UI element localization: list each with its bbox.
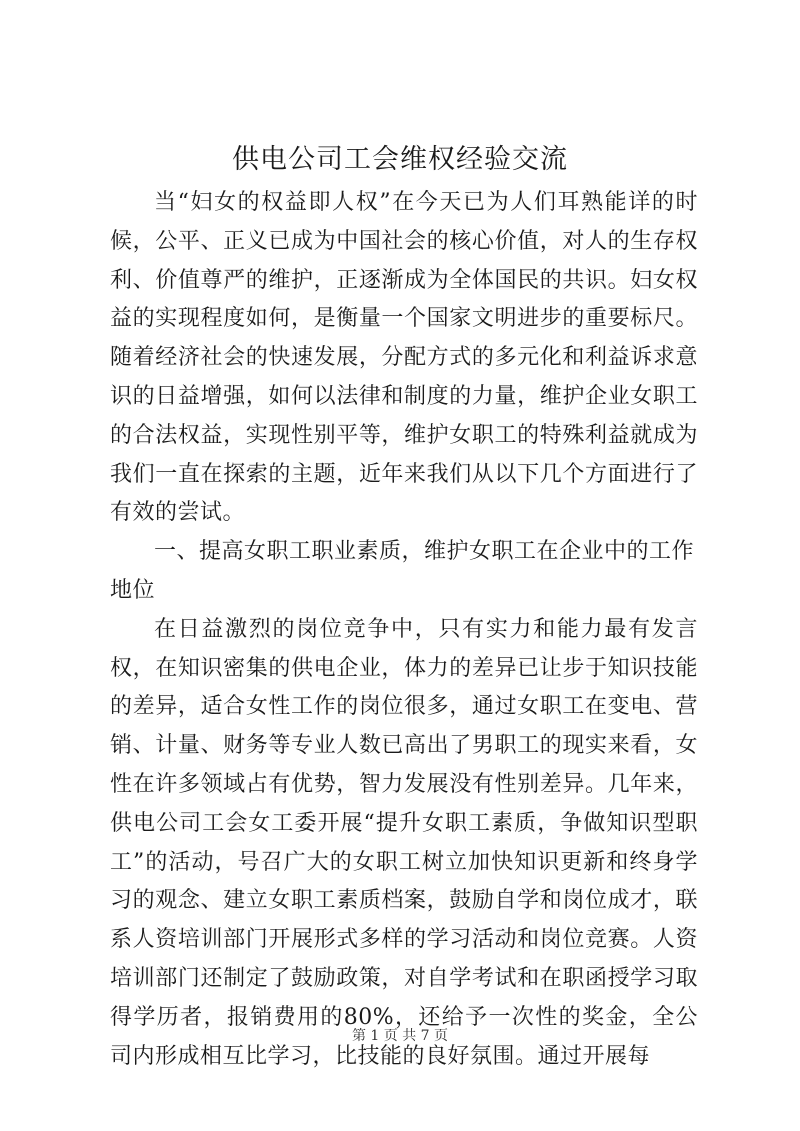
intro-paragraph: 当“妇女的权益即人权”在今天已为人们耳熟能详的时候，公平、正义已成为中国社会的核心价值，对人的生存权利、价值尊严的维护，正逐渐成为全体国民的共识。妇女权益的实现程度如何，是衡量一个国家文明进步的重要标尺。随着经济社会的快速发展，分配方式的多元化和利益诉求意识的日益增强，如何以法律和制度的力量，维护企业女职工的合法权益，实现性别平等，维护女职工的特殊利益就成为我们一直在探索的主题，近年来我们从以下几个方面进行了有效的尝试。 <box>110 190 698 526</box>
page-footer: 第 1 页 共 7 页 <box>351 1028 449 1044</box>
document-body <box>110 184 698 1076</box>
section-paragraph: 在日益激烈的岗位竞争中，只有实力和能力最有发言权，在知识密集的供电企业，体力的差异已让步于知识技能的差异，适合女性工作的岗位很多，通过女职工在变电、营销、计量、财务等专业人数已高出了男职工的现实来看，女性在许多领域占有优势，智力发展没有性别差异。几年来，供电公司工会女工委开展“提升女职工素质，争做知识型职工”的活动，号召广大的女职工树立加快知识更新和终身学习的观念、建立女职工素质档案，鼓励自学和岗位成才，联系人资培训部门开展形式多样的学习活动和岗位竞赛。人资培训部门还制定了鼓励政策，对自学考试和在职函授学习取得学历者，报销费用的80%，还给予一次性的奖金，全公司内形成相互比学习，比技能的良好氛围。通过开展每 <box>110 616 698 1069</box>
document-title: 供电公司工会维权经验交流 <box>232 144 568 175</box>
section-heading: 一、提高女职工职业素质，维护女职工在企业中的工作地位 <box>110 539 695 603</box>
